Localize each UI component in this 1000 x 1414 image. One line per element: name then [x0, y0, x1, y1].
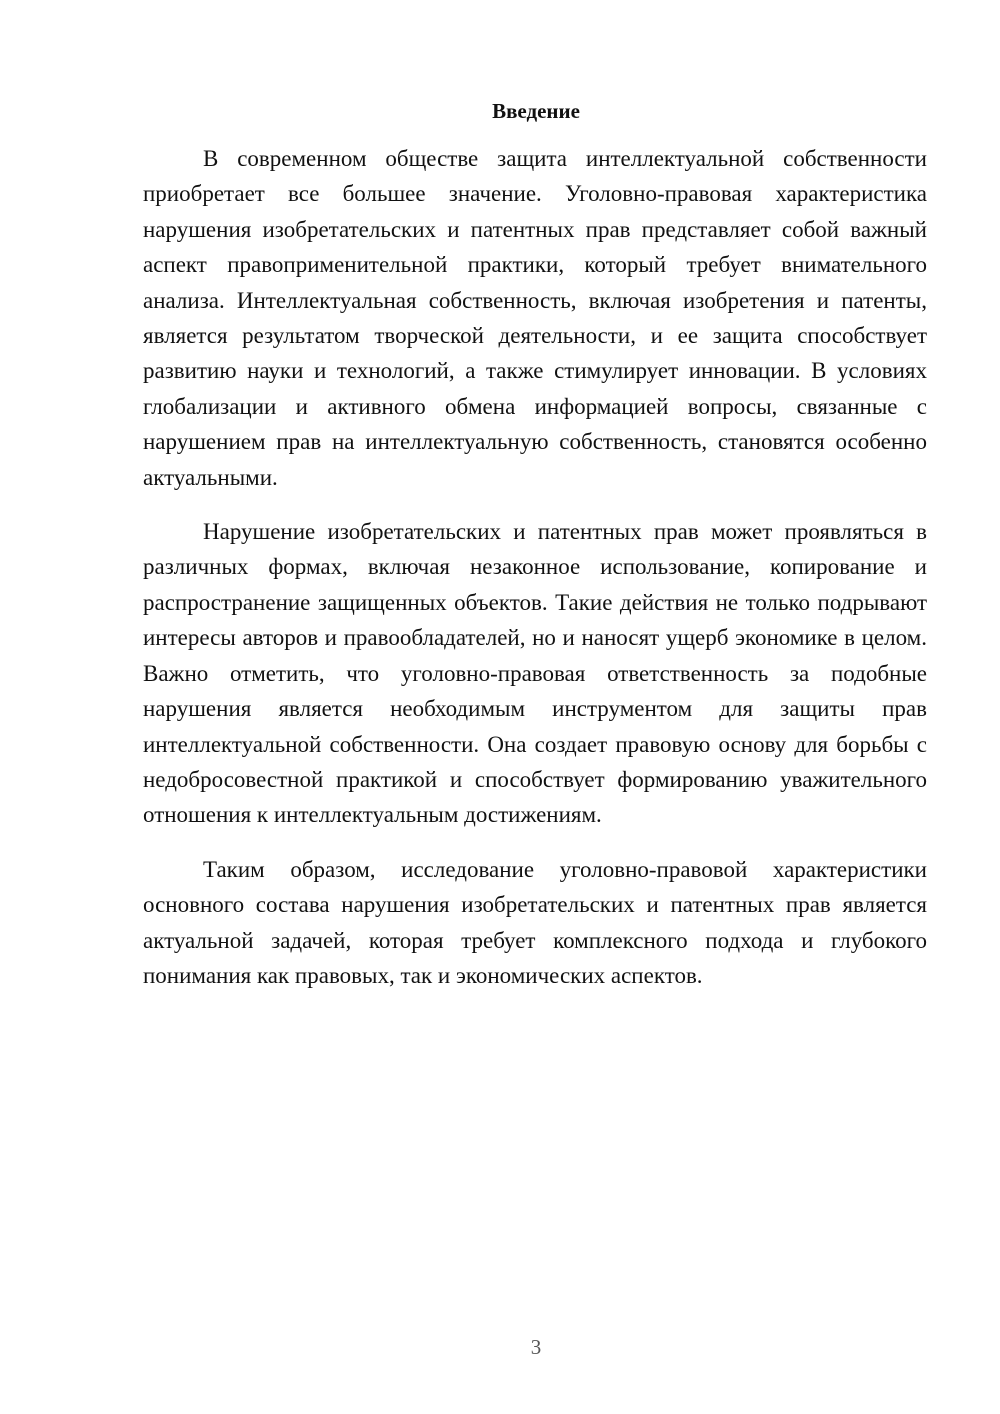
paragraph-2: Нарушение изобретательских и патентных прав может проявляться в различных формах, включая незаконное использование, копирование и распространение защищенных объектов. Такие действия не только подрывают интересы авторов и правообладателей, но и наносят ущерб экономике в целом. Важно отметить, что уголовно-правовая ответственность за подобные нарушения является необходимым инструментом для защиты прав интеллектуальной собственности. Она создает правовую основу для борьбы с недобросовестной практикой и способствует формированию уважительного отношения к интеллектуальным достижениям.	[143, 519, 927, 828]
body-text	[143, 141, 927, 993]
section-title: Введение	[492, 99, 580, 123]
paragraph-3: Таким образом, исследование уголовно-правовой характеристики основного состава нарушения изобретательских и патентных прав является актуальной задачей, которая требует комплексного подхода и глубокого понимания как правовых, так и экономических аспектов.	[143, 856, 927, 988]
paragraph-1: В современном обществе защита интеллектуальной собственности приобретает все большее значение. Уголовно-правовая характеристика нарушения изобретательских и патентных прав представляет собой важный аспект правоприменительной практики, который требует внимательного анализа. Интеллектуальная собственность, включая изобретения и патенты, является результатом творческой деятельности, и ее защита способствует развитию науки и технологий, а также стимулирует инновации. В условиях глобализации и активного обмена информацией вопросы, связанные с нарушением прав на интеллектуальную собственность, становятся особенно актуальными.	[143, 146, 927, 490]
page-number: 3	[530, 1335, 542, 1359]
